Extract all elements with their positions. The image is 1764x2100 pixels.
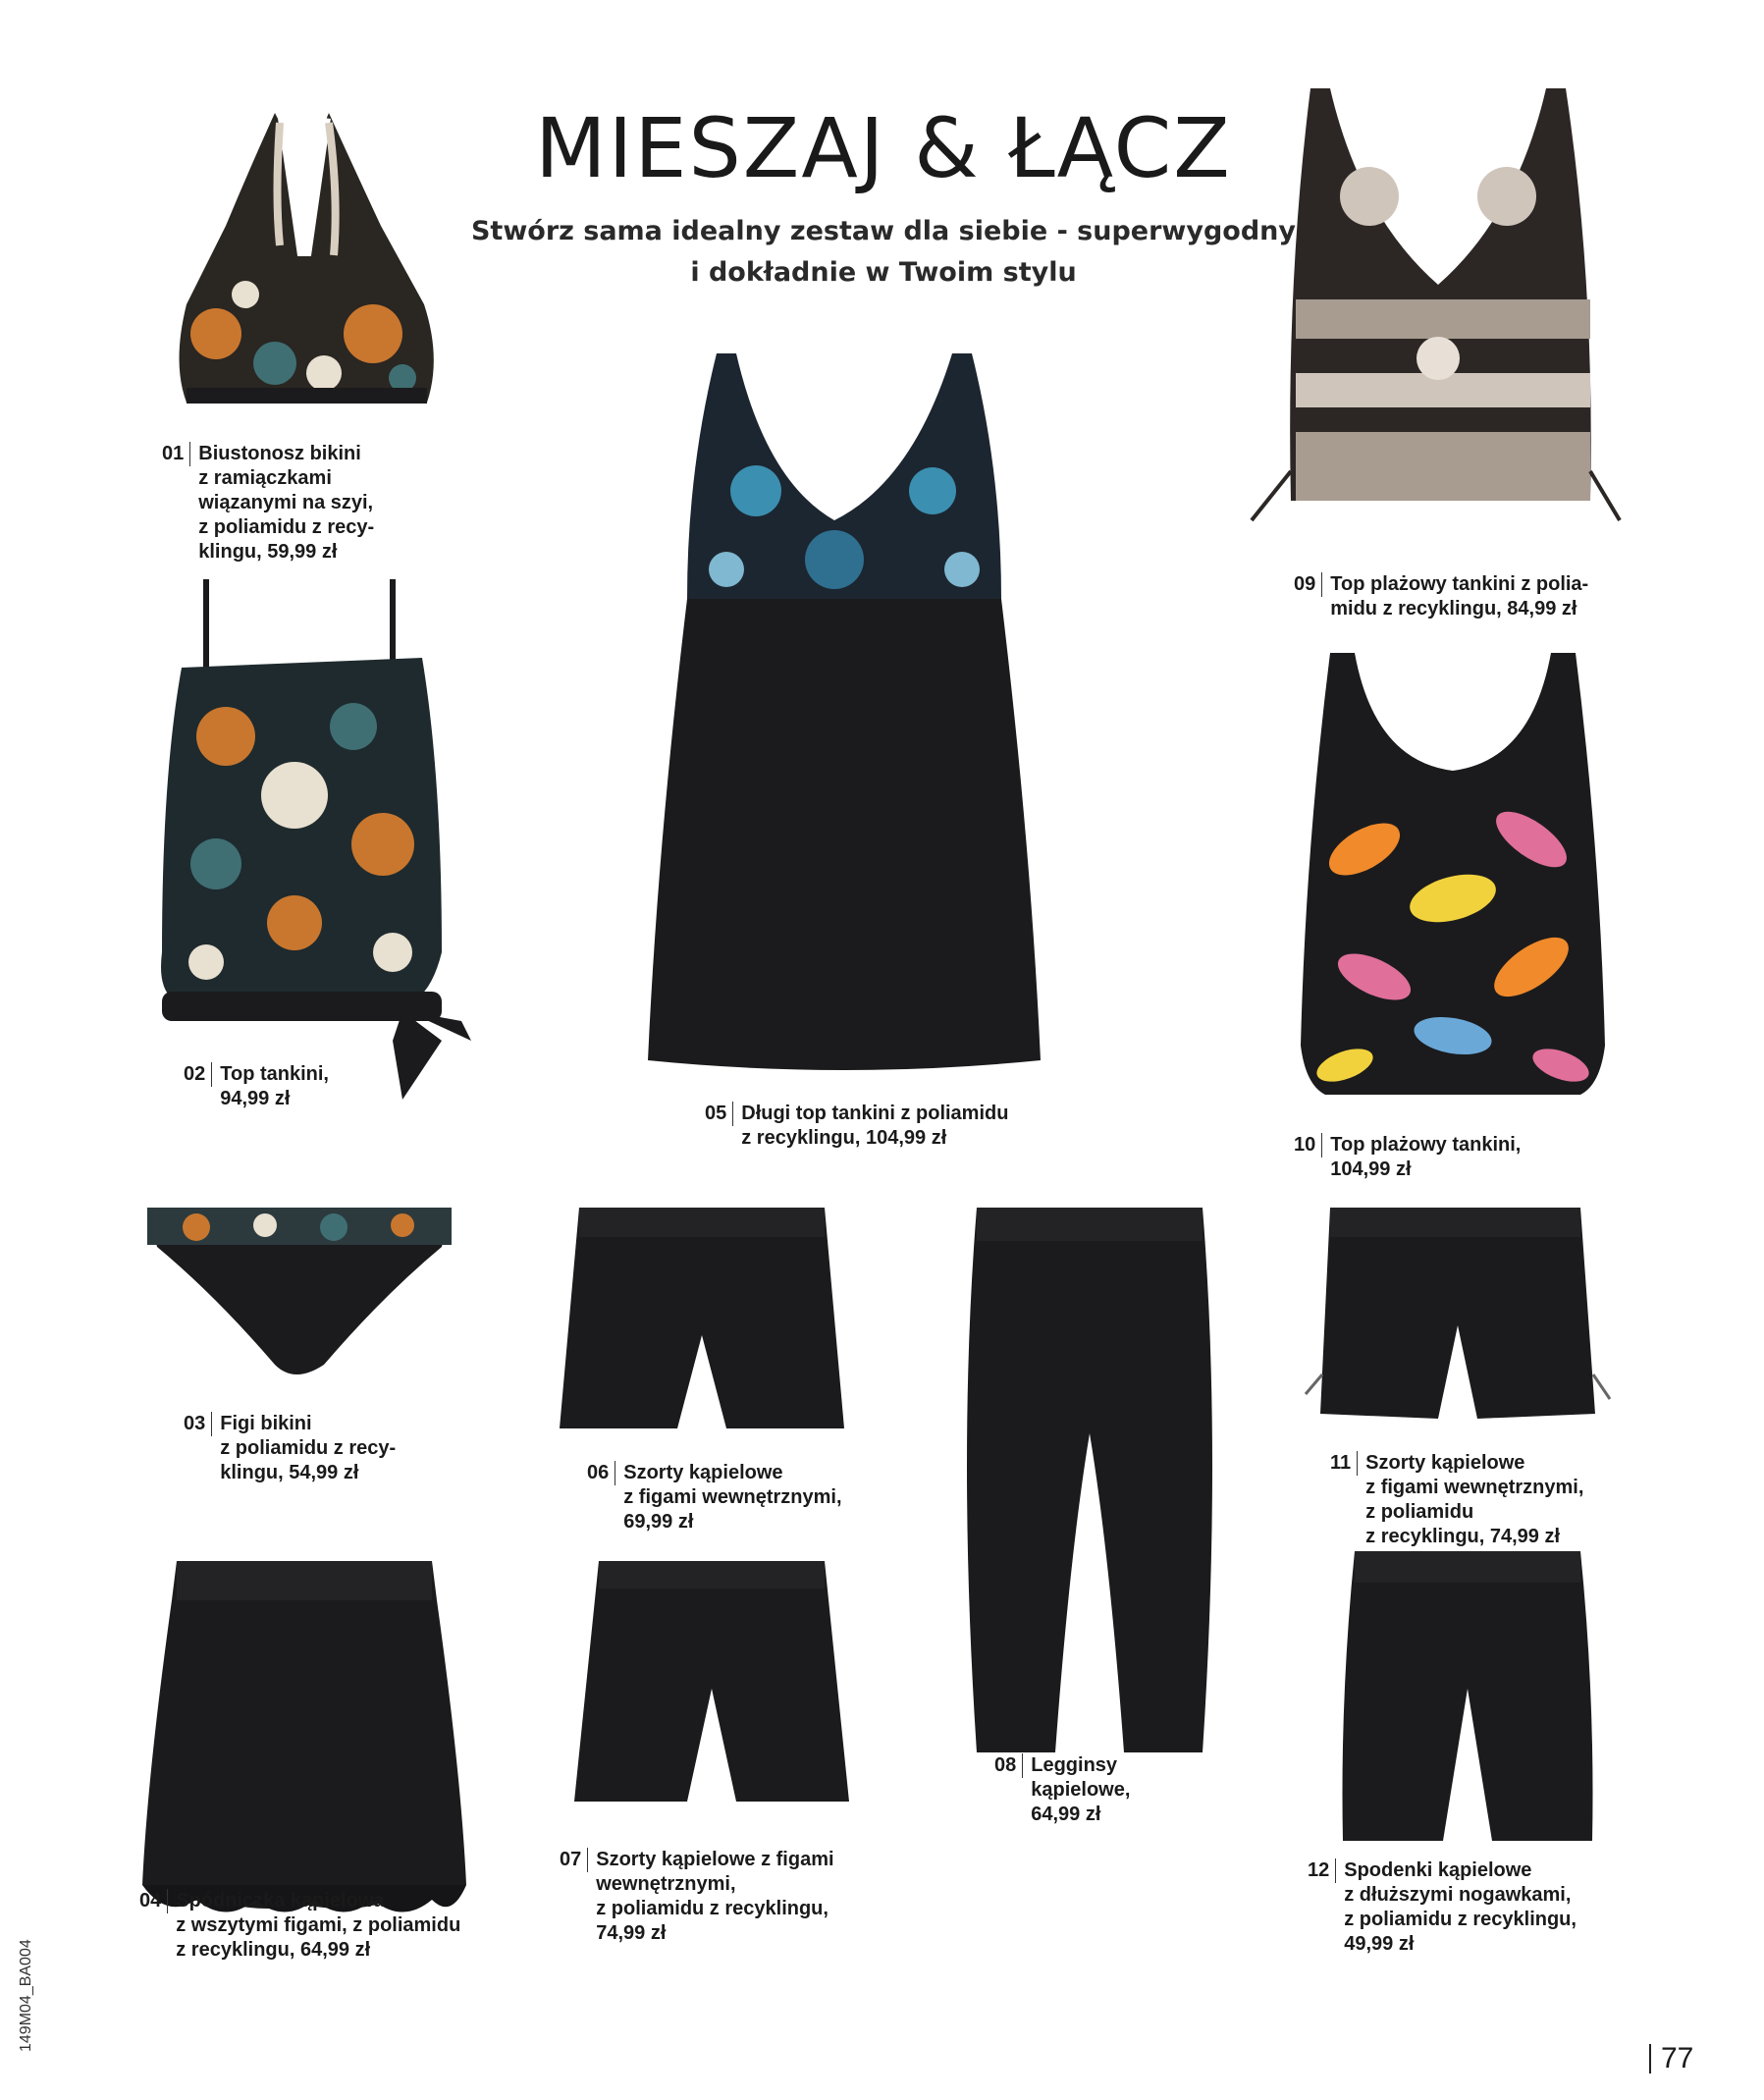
product-image-07-swim-shorts[interactable] — [569, 1561, 854, 1806]
product-caption-03 — [184, 1412, 396, 1485]
product-description: Szorty kąpielowe z figami wewnętrznymi, z poliamidu z recyklingu, 74,99 zł — [596, 1849, 834, 1944]
product-description: Długi top tankini z poliamidu z recyklingu, 104,99 zł — [741, 1103, 1009, 1149]
product-image-08-swim-leggings[interactable] — [957, 1208, 1222, 1757]
product-image-02-top-tankini[interactable] — [147, 579, 481, 1109]
page-number: 77 — [1649, 2044, 1693, 2073]
product-number: 12 — [1308, 1858, 1336, 1883]
product-description: Figi bikini z poliamidu z recy- klingu, 54,99 zł — [220, 1413, 397, 1483]
product-description: Top plażowy tankini z polia- midu z recyklingu, 84,99 zł — [1330, 573, 1589, 619]
product-description: Legginsy kąpielowe, 64,99 zł — [1031, 1754, 1131, 1825]
product-number: 02 — [184, 1062, 212, 1087]
product-caption-04 — [139, 1889, 460, 1963]
product-description: Szorty kąpielowe z figami wewnętrznymi, 69,99 zł — [623, 1462, 842, 1533]
product-number: 03 — [184, 1412, 212, 1436]
product-caption-09 — [1294, 572, 1588, 621]
product-image-12-swim-shorts-long[interactable] — [1335, 1551, 1600, 1846]
product-image-11-swim-shorts[interactable] — [1301, 1208, 1615, 1424]
product-caption-01 — [162, 442, 374, 565]
product-number: 06 — [587, 1461, 615, 1485]
product-image-04-swim-skirt[interactable] — [137, 1561, 471, 1924]
product-description: Spodenki kąpielowe z dłuższymi nogawkami, z poliamidu z recyklingu, 49,99 zł — [1344, 1859, 1577, 1955]
page-title: MIESZAJ & ŁĄCZ — [535, 100, 1232, 196]
product-caption-11 — [1330, 1451, 1583, 1549]
product-image-05-long-tankini-top[interactable] — [648, 353, 1041, 1070]
catalog-code: 149M04_BA004 — [18, 1939, 34, 2052]
product-image-10-beach-tankini-top[interactable] — [1286, 653, 1620, 1104]
page-subtitle: Stwórz sama idealny zestaw dla siebie - superwygodny i dokładnie w Twoim stylu — [470, 216, 1297, 288]
product-caption-02 — [184, 1062, 329, 1111]
product-image-06-swim-shorts[interactable] — [555, 1208, 849, 1433]
product-number: 05 — [705, 1102, 733, 1126]
product-caption-05 — [705, 1102, 1008, 1151]
product-description: Biustonosz bikini z ramiączkami wiązanymi na szyi, z poliamidu z recy- klingu, 59,99 zł — [198, 443, 375, 563]
product-description: Top plażowy tankini, 104,99 zł — [1330, 1134, 1522, 1180]
product-number: 08 — [994, 1753, 1023, 1778]
product-image-03-bikini-bottom[interactable] — [147, 1208, 452, 1384]
product-caption-08 — [994, 1753, 1130, 1827]
product-number: 11 — [1330, 1451, 1358, 1476]
product-caption-10 — [1294, 1133, 1521, 1182]
product-caption-12 — [1308, 1858, 1577, 1957]
product-number: 07 — [560, 1848, 588, 1872]
product-description: Szorty kąpielowe z figami wewnętrznymi, z poliamidu z recyklingu, 74,99 zł — [1365, 1452, 1584, 1547]
product-caption-07 — [560, 1848, 834, 1946]
product-number: 04 — [139, 1889, 168, 1913]
product-image-09-beach-tankini-top[interactable] — [1252, 88, 1625, 540]
product-number: 10 — [1294, 1133, 1322, 1158]
product-number: 01 — [162, 442, 190, 466]
product-description: Top tankini, 94,99 zł — [220, 1063, 329, 1109]
product-description: Spódniczka kąpielowa z wszytymi figami, z poliamidu z recyklingu, 64,99 zł — [176, 1890, 461, 1961]
product-image-01-halter-bikini-top[interactable] — [167, 108, 442, 412]
product-number: 09 — [1294, 572, 1322, 597]
product-caption-06 — [587, 1461, 842, 1535]
